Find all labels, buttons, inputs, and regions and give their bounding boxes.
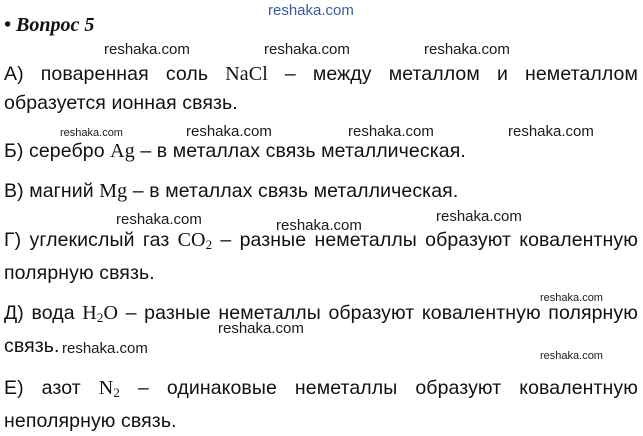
- watermark: reshaka.com: [348, 123, 434, 140]
- answer-a: [4, 60, 638, 118]
- answer-b: [4, 137, 638, 166]
- watermark: reshaka.com: [186, 123, 272, 140]
- watermark: reshaka.com: [508, 123, 594, 140]
- answer-text: – между металлом и неметаллом образуется ионная связь.: [4, 63, 638, 114]
- watermark: reshaka.com: [268, 2, 354, 19]
- watermark: reshaka.com: [540, 292, 603, 304]
- watermark: reshaka.com: [436, 208, 522, 225]
- watermark: reshaka.com: [62, 340, 148, 357]
- chemical-formula: CO: [177, 229, 206, 251]
- watermark: reshaka.com: [116, 211, 202, 228]
- chemical-formula: O: [103, 302, 118, 324]
- answer-text: Г) углекислый газ: [4, 229, 178, 251]
- formula-subscript: 2: [205, 237, 213, 252]
- watermark: reshaka.com: [276, 217, 362, 234]
- answer-text: В) магний: [4, 180, 100, 202]
- answer-text: – в металлах связь металлическая.: [134, 140, 466, 162]
- chemical-formula: H: [82, 302, 97, 324]
- watermark: reshaka.com: [540, 350, 603, 362]
- answer-text: Б) серебро: [4, 140, 111, 162]
- watermark: reshaka.com: [60, 127, 123, 139]
- answer-d: [4, 226, 638, 288]
- answer-c: [4, 177, 638, 206]
- formula-subscript: 2: [96, 310, 104, 325]
- answer-text: – разные неметаллы образуют ковалентную полярную связь.: [4, 302, 638, 357]
- chemical-formula: NaCl: [225, 63, 268, 85]
- watermark: reshaka.com: [424, 41, 510, 58]
- question-heading: • Вопрос 5: [4, 14, 95, 36]
- answer-text: А) поваренная соль: [4, 63, 226, 85]
- formula-subscript: 2: [113, 385, 120, 400]
- chemical-formula: Mg: [99, 180, 128, 202]
- answer-text: – разные неметаллы образуют ковалентную полярную связь.: [4, 229, 638, 284]
- answer-text: – одинаковые неметаллы образуют ковалентную неполярную связь.: [4, 377, 638, 432]
- watermark: reshaka.com: [264, 41, 350, 58]
- chemical-formula: N: [98, 377, 114, 399]
- watermark: reshaka.com: [104, 41, 190, 58]
- watermark: reshaka.com: [218, 320, 304, 337]
- answer-e: [4, 299, 638, 361]
- answer-f: [4, 374, 638, 436]
- chemical-formula: Ag: [110, 140, 135, 162]
- answer-text: – в металлах связь металлическая.: [127, 180, 459, 202]
- answer-text: Е) азот: [4, 377, 99, 399]
- answer-text: Д) вода: [4, 302, 83, 324]
